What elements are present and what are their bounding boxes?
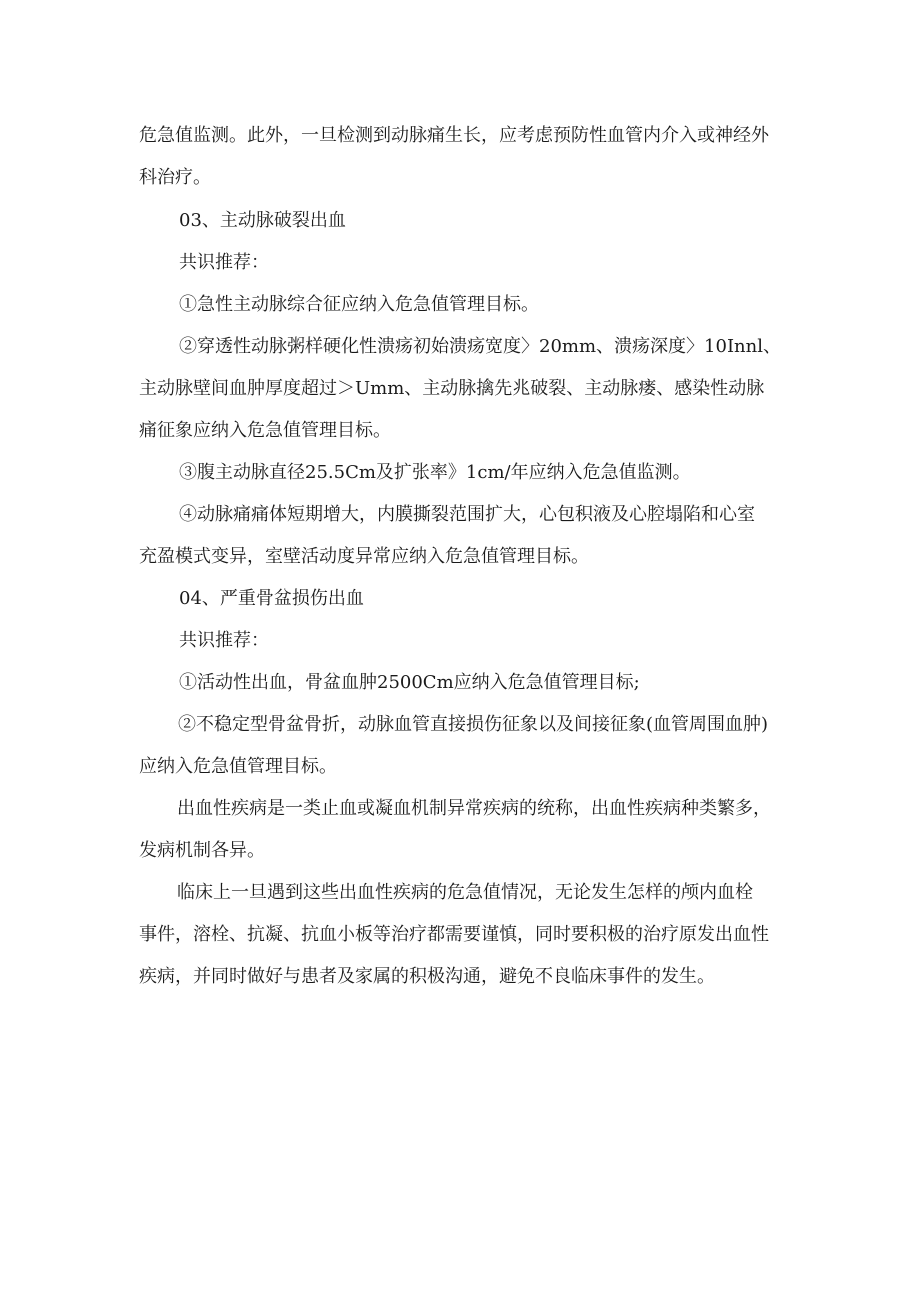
section-4-item-1: ①活动性出血，骨盆血肿2500Cm应纳入危急值管理目标; xyxy=(179,672,640,693)
clinical-line-3: 疾病，并同时做好与患者及家属的积极沟通，避免不良临床事件的发生。 xyxy=(139,966,715,987)
section-3-consensus-label: 共识推荐： xyxy=(179,252,269,273)
summary-line-1: 出血性疾病是一类止血或凝血机制异常疾病的统称，出血性疾病种类繁多， xyxy=(177,798,771,819)
section-3-item-4-line-2: 充盈模式变异，室壁活动度异常应纳入危急值管理目标。 xyxy=(139,546,589,567)
section-3-item-2-line-1: ②穿透性动脉粥样硬化性溃疡初始溃疡宽度〉20mm、溃疡深度〉10Innl、 xyxy=(179,336,781,357)
section-4-item-2-line-2: 应纳入危急值管理目标。 xyxy=(139,756,337,777)
intro-line-1: 危急值监测。此外，一旦检测到动脉痛生长，应考虑预防性血管内介入或神经外 xyxy=(139,125,769,146)
section-3-item-2-line-3: 痛征象应纳入危急值管理目标。 xyxy=(139,420,391,441)
section-4-item-2-line-1: ②不稳定型骨盆骨折，动脉血管直接损伤征象以及间接征象(血管周围血肿) xyxy=(178,714,769,735)
section-3-item-1: ①急性主动脉综合征应纳入危急值管理目标。 xyxy=(179,294,539,315)
intro-line-2: 科治疗。 xyxy=(139,167,211,188)
section-4-heading: 04、严重骨盆损伤出血 xyxy=(179,588,364,609)
section-4-consensus-label: 共识推荐： xyxy=(179,630,269,651)
section-3-item-4-line-1: ④动脉痛痛体短期增大，内膜撕裂范围扩大，心包积液及心腔塌陷和心室 xyxy=(179,504,755,525)
section-3-heading: 03、主动脉破裂出血 xyxy=(179,210,346,231)
clinical-line-2: 事件，溶栓、抗凝、抗血小板等治疗都需要谨慎，同时要积极的治疗原发出血性 xyxy=(139,924,769,945)
section-3-item-2-line-2: 主动脉壁间血肿厚度超过＞Umm、主动脉擒先兆破裂、主动脉瘘、感染性动脉 xyxy=(139,378,765,399)
clinical-line-1: 临床上一旦遇到这些出血性疾病的危急值情况，无论发生怎样的颅内血栓 xyxy=(177,882,753,903)
summary-line-2: 发病机制各异。 xyxy=(139,840,265,861)
section-3-item-3: ③腹主动脉直径25.5Cm及扩张率》1cm/年应纳入危急值监测。 xyxy=(179,462,691,483)
